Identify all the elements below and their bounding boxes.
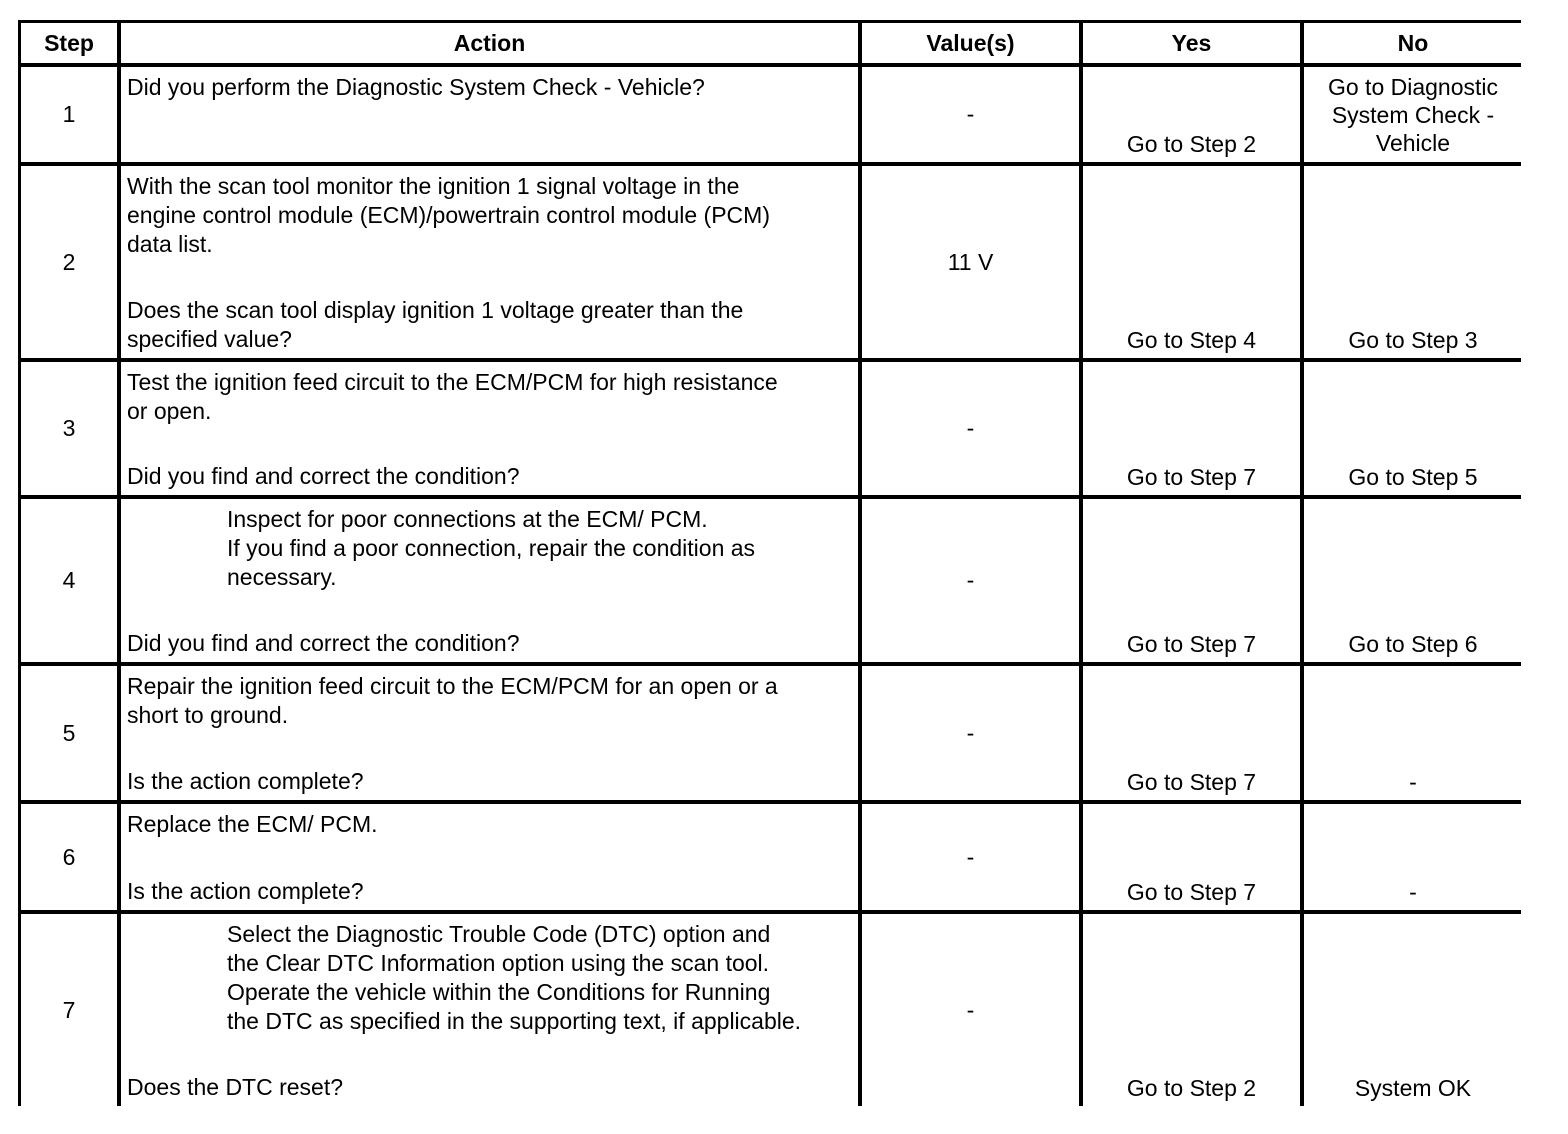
action-question: Is the action complete?: [127, 878, 364, 904]
action-instruction: [127, 73, 852, 102]
value-cell: -: [862, 804, 1079, 910]
action-instruction: [127, 505, 852, 592]
action-line: Replace the ECM/ PCM.: [127, 811, 378, 837]
header-no: No: [1304, 23, 1522, 63]
no-outcome: -: [1304, 804, 1522, 910]
header-action: Action: [121, 23, 858, 63]
no-outcome: Go to Step 5: [1304, 362, 1522, 495]
action-line: or open.: [127, 398, 212, 424]
action-instruction: [127, 672, 852, 730]
action-line: Repair the ignition feed circuit to the ECM/PCM for an open or a: [127, 673, 778, 699]
action-cell: [121, 666, 858, 800]
action-cell: [121, 362, 858, 495]
value-cell: -: [862, 67, 1079, 162]
yes-outcome: Go to Step 2: [1083, 67, 1300, 162]
header-yes: Yes: [1083, 23, 1300, 63]
action-line: Test the ignition feed circuit to the ECM/PCM for high resistance: [127, 369, 778, 395]
action-line: With the scan tool monitor the ignition 1 signal voltage in the: [127, 173, 740, 199]
step-number: 5: [21, 666, 117, 800]
header-step: Step: [21, 23, 117, 63]
action-line: Inspect for poor connections at the ECM/ PCM.: [227, 506, 708, 532]
value-cell: 11 V: [862, 166, 1079, 358]
action-line: Did you perform the Diagnostic System Check - Vehicle?: [127, 74, 705, 100]
value-cell: -: [862, 499, 1079, 662]
action-line: the DTC as specified in the supporting text, if applicable.: [227, 1008, 802, 1034]
action-cell: [121, 914, 858, 1106]
action-question: Does the scan tool display ignition 1 voltage greater than the specified value?: [127, 297, 744, 352]
yes-outcome: Go to Step 7: [1083, 666, 1300, 800]
step-number: 6: [21, 804, 117, 910]
action-question: Did you find and correct the condition?: [127, 463, 520, 489]
action-instruction: [127, 810, 852, 839]
yes-outcome: Go to Step 7: [1083, 499, 1300, 662]
no-outcome: Go to Diagnostic System Check - Vehicle: [1304, 67, 1522, 162]
action-line: short to ground.: [127, 702, 289, 728]
action-instruction: [127, 172, 852, 259]
no-outcome: Go to Step 3: [1304, 166, 1522, 358]
step-number: 7: [21, 914, 117, 1106]
action-cell: [121, 67, 858, 162]
action-cell: [121, 499, 858, 662]
value-cell: -: [862, 914, 1079, 1106]
step-number: 4: [21, 499, 117, 662]
yes-outcome: Go to Step 2: [1083, 914, 1300, 1106]
action-cell: [121, 804, 858, 910]
action-line: Select the Diagnostic Trouble Code (DTC) option and: [227, 921, 771, 947]
step-number: 1: [21, 67, 117, 162]
value-cell: -: [862, 362, 1079, 495]
value-cell: -: [862, 666, 1079, 800]
action-instruction: [127, 920, 852, 1036]
step-number: 2: [21, 166, 117, 358]
yes-outcome: Go to Step 4: [1083, 166, 1300, 358]
action-line: the Clear DTC Information option using the scan tool.: [227, 950, 770, 976]
header-values: Value(s): [862, 23, 1079, 63]
action-line: Operate the vehicle within the Conditions for Running: [227, 979, 771, 1005]
yes-outcome: Go to Step 7: [1083, 804, 1300, 910]
action-cell: [121, 166, 858, 358]
action-line: necessary.: [227, 564, 337, 590]
action-line: data list.: [127, 231, 213, 257]
step-number: 3: [21, 362, 117, 495]
action-line: If you find a poor connection, repair the condition as: [227, 535, 756, 561]
action-line: engine control module (ECM)/powertrain control module (PCM): [127, 202, 770, 228]
action-question: Is the action complete?: [127, 768, 364, 794]
action-instruction: [127, 368, 852, 426]
action-question: Did you find and correct the condition?: [127, 630, 520, 656]
no-outcome: -: [1304, 666, 1522, 800]
no-outcome: System OK: [1304, 914, 1522, 1106]
no-outcome: Go to Step 6: [1304, 499, 1522, 662]
diagnostic-table: [18, 20, 1521, 1106]
yes-outcome: Go to Step 7: [1083, 362, 1300, 495]
action-question: Does the DTC reset?: [127, 1074, 344, 1100]
